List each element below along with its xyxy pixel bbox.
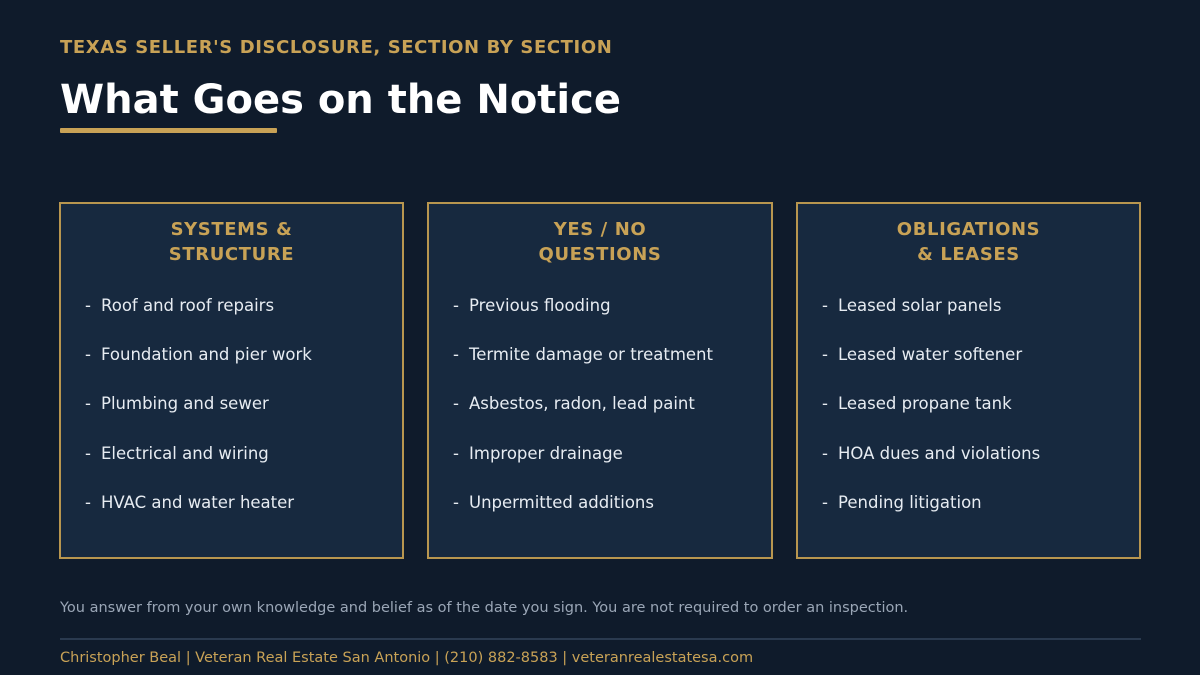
bullet-dash: - bbox=[453, 394, 459, 414]
bullet-dash: - bbox=[453, 345, 459, 365]
bullet-dash: - bbox=[822, 394, 828, 414]
bullet-dash: - bbox=[85, 296, 91, 315]
list-item bbox=[85, 442, 392, 491]
bullet-dash: - bbox=[822, 345, 828, 365]
bullet-dash: - bbox=[822, 443, 828, 463]
bullet-dash: - bbox=[85, 492, 91, 512]
list-item-text: Asbestos, radon, lead paint bbox=[469, 394, 695, 414]
card-yes-no-questions bbox=[427, 202, 773, 559]
disclaimer-text: You answer from your own knowledge and belief as of the date you sign. You are not required to order an inspection. bbox=[60, 600, 909, 616]
list-item-text: Plumbing and sewer bbox=[101, 394, 269, 414]
list-item-text: Pending litigation bbox=[838, 492, 982, 512]
bullet-dash: - bbox=[822, 492, 828, 512]
list-item bbox=[453, 442, 761, 491]
list-item-text: Foundation and pier work bbox=[101, 345, 312, 365]
bullet-dash: - bbox=[453, 492, 459, 512]
list-item-text: Previous flooding bbox=[469, 296, 611, 315]
list-item bbox=[85, 491, 392, 540]
bullet-dash: - bbox=[453, 296, 459, 315]
card-heading bbox=[798, 217, 1139, 267]
list-item-text: Improper drainage bbox=[469, 443, 623, 463]
bullet-dash: - bbox=[822, 296, 828, 315]
list-item-text: Electrical and wiring bbox=[101, 443, 269, 463]
list-item bbox=[822, 294, 1129, 343]
bullet-dash: - bbox=[85, 443, 91, 463]
card-heading bbox=[429, 217, 771, 267]
title-underline bbox=[60, 128, 277, 133]
list-item bbox=[453, 294, 761, 343]
list-item-text: Leased solar panels bbox=[838, 296, 1002, 315]
card-heading-line: OBLIGATIONS bbox=[896, 219, 1041, 240]
list-item bbox=[822, 442, 1129, 491]
card-heading bbox=[61, 217, 402, 267]
page-title: What Goes on the Notice bbox=[60, 77, 621, 123]
list-item bbox=[822, 491, 1129, 540]
bullet-dash: - bbox=[85, 394, 91, 414]
footer-contact: Christopher Beal | Veteran Real Estate San Antonio | (210) 882-8583 | veteranrealestatesa.com bbox=[60, 650, 754, 666]
list-item bbox=[453, 343, 761, 392]
eyebrow-label: TEXAS SELLER'S DISCLOSURE, SECTION BY SECTION bbox=[60, 37, 613, 58]
list-item-text: Leased water softener bbox=[838, 345, 1023, 365]
card-heading-line: YES / NO bbox=[553, 219, 647, 240]
card-heading-line: STRUCTURE bbox=[168, 244, 295, 265]
bullet-dash: - bbox=[453, 443, 459, 463]
list-item bbox=[453, 491, 761, 540]
list-item-text: HOA dues and violations bbox=[838, 443, 1041, 463]
bullet-dash: - bbox=[85, 345, 91, 365]
footer-divider bbox=[60, 638, 1141, 640]
card-heading-line: QUESTIONS bbox=[538, 244, 662, 265]
card-list bbox=[85, 294, 392, 540]
card-list bbox=[453, 294, 761, 540]
list-item-text: HVAC and water heater bbox=[101, 492, 295, 512]
list-item-text: Leased propane tank bbox=[838, 394, 1012, 414]
card-list bbox=[822, 294, 1129, 540]
card-heading-line: SYSTEMS & bbox=[170, 219, 293, 240]
card-heading-line: & LEASES bbox=[917, 244, 1020, 265]
list-item-text: Termite damage or treatment bbox=[469, 345, 713, 365]
list-item bbox=[453, 392, 761, 441]
card-systems-structure bbox=[59, 202, 404, 559]
card-obligations-leases bbox=[796, 202, 1141, 559]
list-item-text: Unpermitted additions bbox=[469, 492, 654, 512]
list-item bbox=[822, 343, 1129, 392]
list-item bbox=[85, 392, 392, 441]
list-item bbox=[822, 392, 1129, 441]
list-item bbox=[85, 294, 392, 343]
list-item bbox=[85, 343, 392, 392]
list-item-text: Roof and roof repairs bbox=[101, 296, 275, 315]
